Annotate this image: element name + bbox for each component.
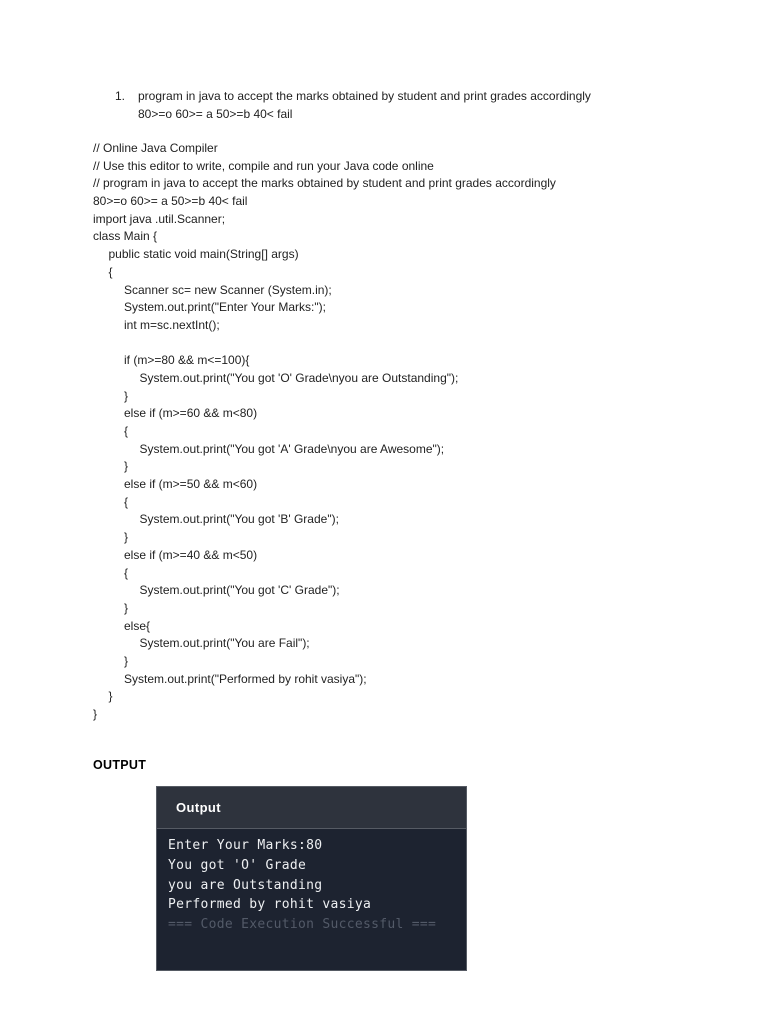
code-line: } <box>124 600 129 615</box>
code-line: // Use this editor to write, compile and run your Java code online <box>93 158 434 173</box>
code-line: } <box>124 530 129 545</box>
code-line: { <box>124 424 129 438</box>
terminal-line: Enter Your Marks:80 <box>168 838 323 853</box>
code-line: // Online Java Compiler <box>93 141 218 155</box>
code-line: public static void main(String[] args) <box>108 247 299 262</box>
terminal-body <box>157 829 466 970</box>
code-line: else if (m>=50 && m<60) <box>124 477 258 492</box>
code-line: } <box>124 653 129 668</box>
code-line: else if (m>=40 && m<50) <box>124 547 258 562</box>
question-number: 1. <box>115 89 126 103</box>
code-line: System.out.print("You got 'B' Grade"); <box>139 512 339 527</box>
code-line <box>93 335 556 353</box>
question-line-2: 80>=o 60>= a 50>=b 40< fail <box>138 106 293 121</box>
code-line: } <box>93 707 98 721</box>
code-line: int m=sc.nextInt(); <box>124 317 220 332</box>
code-line: { <box>108 264 113 279</box>
terminal-line: you are Outstanding <box>168 877 323 893</box>
code-line: import java .util.Scanner; <box>93 211 226 226</box>
code-line: } <box>124 388 129 403</box>
terminal-title: Output <box>176 800 221 815</box>
terminal-line: You got 'O' Grade <box>168 857 307 873</box>
question-item <box>115 88 591 123</box>
code-line: 80>=o 60>= a 50>=b 40< fail <box>93 194 248 209</box>
code-line: System.out.print("You got 'O' Grade\nyou are Outstanding"); <box>139 370 459 385</box>
terminal-header <box>157 787 466 829</box>
code-line: } <box>124 459 129 474</box>
code-line: System.out.print("Enter Your Marks:"); <box>124 300 326 315</box>
code-line: System.out.print("Performed by rohit vasiya"); <box>124 671 367 686</box>
terminal-line: Performed by rohit vasiya <box>168 897 372 913</box>
code-line: // program in java to accept the marks obtained by student and print grades accordingly <box>93 176 556 191</box>
code-line: else{ <box>124 618 151 633</box>
code-block <box>93 140 556 724</box>
code-line: { <box>124 494 129 509</box>
code-line: System.out.print("You got 'C' Grade"); <box>139 583 340 598</box>
question-line-1: program in java to accept the marks obtained by student and print grades accordingly <box>138 89 591 103</box>
question-text <box>138 88 591 123</box>
code-line: System.out.print("You are Fail"); <box>139 636 310 651</box>
output-heading: OUTPUT <box>93 758 147 772</box>
compiler-output-panel <box>156 786 467 971</box>
code-line: Scanner sc= new Scanner (System.in); <box>124 282 332 297</box>
terminal-line: === Code Execution Successful === <box>168 917 437 933</box>
code-line: class Main { <box>93 229 158 244</box>
code-line: System.out.print("You got 'A' Grade\nyou are Awesome"); <box>139 441 445 456</box>
code-line: { <box>124 565 129 580</box>
code-line: else if (m>=60 && m<80) <box>124 406 258 421</box>
code-line: if (m>=80 && m<=100){ <box>124 353 250 368</box>
code-line: } <box>108 689 113 704</box>
